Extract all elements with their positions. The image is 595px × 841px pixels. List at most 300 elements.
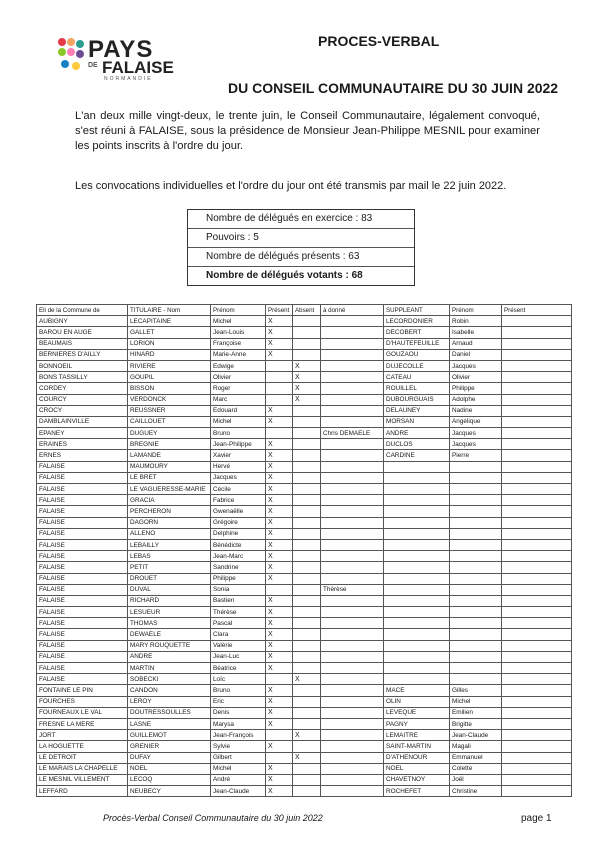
- table-cell: Eric: [211, 696, 266, 707]
- table-cell: OLIN: [384, 696, 450, 707]
- table-cell: Gwenaëlle: [211, 506, 266, 517]
- table-row: [37, 741, 572, 752]
- table-cell: [450, 506, 502, 517]
- table-cell: LEROY: [128, 696, 211, 707]
- table-cell: FALAISE: [37, 562, 128, 573]
- table-row: [37, 506, 572, 517]
- table-cell: Christine: [450, 786, 502, 797]
- table-cell: Jacques: [450, 439, 502, 450]
- logo-dot: [67, 38, 75, 46]
- table-cell: CARDINE: [384, 450, 450, 461]
- table-cell: CORDEY: [37, 383, 128, 394]
- table-cell: ALLENO: [128, 528, 211, 539]
- table-cell: [502, 730, 572, 741]
- logo-dot: [67, 48, 75, 56]
- table-row: [37, 584, 572, 595]
- pays-de-falaise-logo: [58, 36, 178, 82]
- table-cell: ROCHEFET: [384, 786, 450, 797]
- table-cell: [293, 428, 321, 439]
- table-cell: MARTIN: [128, 663, 211, 674]
- table-cell: Hervé: [211, 461, 266, 472]
- table-cell: [266, 752, 293, 763]
- table-cell: [502, 674, 572, 685]
- table-cell: FALAISE: [37, 629, 128, 640]
- table-cell: X: [293, 674, 321, 685]
- table-cell: Jean-Claude: [211, 786, 266, 797]
- table-cell: GOUZAOU: [384, 349, 450, 360]
- table-cell: Françoise: [211, 338, 266, 349]
- table-cell: BREGNIE: [128, 439, 211, 450]
- table-cell: SOBECKI: [128, 674, 211, 685]
- table-cell: [502, 360, 572, 371]
- table-cell: [384, 607, 450, 618]
- table-cell: [384, 674, 450, 685]
- table-cell: [293, 416, 321, 427]
- table-cell: Pierre: [450, 450, 502, 461]
- table-cell: Sylvie: [211, 741, 266, 752]
- table-cell: Michel: [211, 416, 266, 427]
- table-cell: LEMAITRE: [384, 730, 450, 741]
- table-cell: ERAINES: [37, 439, 128, 450]
- table-cell: Edouard: [211, 405, 266, 416]
- table-cell: DUCLOS: [384, 439, 450, 450]
- table-cell: Jean-Louis: [211, 327, 266, 338]
- table-cell: [293, 685, 321, 696]
- table-cell: [502, 394, 572, 405]
- table-cell: [502, 584, 572, 595]
- table-cell: [321, 707, 384, 718]
- table-cell: [266, 360, 293, 371]
- table-cell: [502, 338, 572, 349]
- table-cell: X: [266, 539, 293, 550]
- table-cell: [321, 394, 384, 405]
- table-cell: [502, 595, 572, 606]
- table-cell: [450, 640, 502, 651]
- table-cell: D'ATHENOUR: [384, 752, 450, 763]
- table-cell: LE VAGUERESSE-MARIE: [128, 484, 211, 495]
- table-cell: [321, 539, 384, 550]
- table-cell: Marysa: [211, 718, 266, 729]
- column-header: Présent: [266, 305, 293, 316]
- table-cell: [293, 786, 321, 797]
- logo-dots-icon: [58, 38, 84, 78]
- table-cell: X: [266, 618, 293, 629]
- table-cell: JORT: [37, 730, 128, 741]
- table-cell: X: [266, 629, 293, 640]
- table-cell: [266, 730, 293, 741]
- table-cell: FALAISE: [37, 461, 128, 472]
- document-title: PROCES-VERBAL: [318, 33, 440, 49]
- table-cell: Xavier: [211, 450, 266, 461]
- table-cell: Gilbert: [211, 752, 266, 763]
- table-cell: [321, 450, 384, 461]
- table-cell: BAROU EN AUGE: [37, 327, 128, 338]
- table-cell: Olivier: [211, 372, 266, 383]
- table-row: [37, 663, 572, 674]
- delegates-voting: Nombre de délégués votants : 68: [206, 270, 363, 281]
- table-row: [37, 607, 572, 618]
- column-header: Eli de la Commune de: [37, 305, 128, 316]
- table-cell: DUFAY: [128, 752, 211, 763]
- table-cell: FALAISE: [37, 528, 128, 539]
- table-cell: [450, 629, 502, 640]
- table-cell: FALAISE: [37, 674, 128, 685]
- table-cell: [502, 495, 572, 506]
- table-cell: [502, 528, 572, 539]
- table-cell: X: [266, 685, 293, 696]
- table-cell: LE MARAIS LA CHAPELLE: [37, 763, 128, 774]
- table-cell: [293, 718, 321, 729]
- table-cell: GUILLEMOT: [128, 730, 211, 741]
- table-cell: X: [266, 573, 293, 584]
- table-cell: Béatrice: [211, 663, 266, 674]
- table-cell: [450, 562, 502, 573]
- table-cell: [293, 484, 321, 495]
- table-cell: [321, 484, 384, 495]
- table-cell: X: [293, 360, 321, 371]
- table-cell: FALAISE: [37, 495, 128, 506]
- table-row: [37, 573, 572, 584]
- table-cell: FOURNEAUX LE VAL: [37, 707, 128, 718]
- table-cell: [502, 484, 572, 495]
- table-cell: MORSAN: [384, 416, 450, 427]
- table-cell: FALAISE: [37, 663, 128, 674]
- table-cell: [321, 595, 384, 606]
- table-cell: X: [266, 472, 293, 483]
- table-cell: [266, 584, 293, 595]
- logo-dot: [76, 50, 84, 58]
- table-cell: [450, 674, 502, 685]
- table-cell: [450, 528, 502, 539]
- table-cell: Sonia: [211, 584, 266, 595]
- table-cell: Clara: [211, 629, 266, 640]
- table-cell: [384, 472, 450, 483]
- table-cell: [321, 629, 384, 640]
- table-cell: DUBOURGUAIS: [384, 394, 450, 405]
- logo-dot: [58, 48, 66, 56]
- table-row: [37, 730, 572, 741]
- table-cell: Jean-Philippe: [211, 439, 266, 450]
- table-cell: [321, 696, 384, 707]
- table-row: [37, 428, 572, 439]
- table-cell: X: [266, 439, 293, 450]
- table-cell: X: [266, 551, 293, 562]
- table-cell: X: [266, 651, 293, 662]
- table-cell: Jean-François: [211, 730, 266, 741]
- table-cell: X: [266, 640, 293, 651]
- table-cell: X: [266, 786, 293, 797]
- table-cell: DUVAL: [128, 584, 211, 595]
- table-cell: [502, 640, 572, 651]
- table-cell: [502, 506, 572, 517]
- table-cell: [450, 584, 502, 595]
- table-cell: [321, 472, 384, 483]
- table-cell: LECORDONIER: [384, 316, 450, 327]
- table-cell: [450, 517, 502, 528]
- table-cell: [293, 629, 321, 640]
- table-cell: [384, 517, 450, 528]
- table-row: [37, 528, 572, 539]
- table-row: [37, 752, 572, 763]
- table-cell: [384, 528, 450, 539]
- table-cell: Chris DEMAELE: [321, 428, 384, 439]
- table-cell: X: [266, 517, 293, 528]
- table-cell: [384, 595, 450, 606]
- table-cell: LORION: [128, 338, 211, 349]
- page-footer: Procès-Verbal Conseil Communautaire du 30 juin 2022: [103, 813, 323, 823]
- table-cell: [321, 338, 384, 349]
- table-cell: X: [266, 327, 293, 338]
- table-cell: FALAISE: [37, 472, 128, 483]
- table-cell: X: [266, 741, 293, 752]
- table-cell: Nadine: [450, 405, 502, 416]
- table-cell: X: [293, 730, 321, 741]
- table-cell: Michel: [450, 696, 502, 707]
- table-cell: RICHARD: [128, 595, 211, 606]
- table-cell: Delphine: [211, 528, 266, 539]
- table-row: [37, 618, 572, 629]
- table-cell: FALAISE: [37, 618, 128, 629]
- proxies-count: Pouvoirs : 5: [188, 229, 414, 248]
- table-cell: CHAVETNOY: [384, 774, 450, 785]
- table-cell: Jean-Marc: [211, 551, 266, 562]
- table-row: [37, 718, 572, 729]
- table-cell: [293, 562, 321, 573]
- table-cell: X: [266, 774, 293, 785]
- table-cell: MARY ROUQUETTE: [128, 640, 211, 651]
- table-row: [37, 551, 572, 562]
- table-cell: FRESNE LA MERE: [37, 718, 128, 729]
- table-cell: Jean-Luc: [211, 651, 266, 662]
- table-cell: [293, 774, 321, 785]
- table-cell: Loïc: [211, 674, 266, 685]
- table-cell: André: [211, 774, 266, 785]
- table-cell: X: [293, 372, 321, 383]
- table-cell: [384, 461, 450, 472]
- table-row: [37, 651, 572, 662]
- table-cell: [293, 517, 321, 528]
- table-cell: [293, 573, 321, 584]
- table-cell: DUGUEY: [128, 428, 211, 439]
- table-cell: FALAISE: [37, 506, 128, 517]
- table-cell: [502, 450, 572, 461]
- table-cell: [266, 383, 293, 394]
- table-cell: CAILLOUET: [128, 416, 211, 427]
- table-cell: Marc: [211, 394, 266, 405]
- table-cell: EPANEY: [37, 428, 128, 439]
- table-cell: X: [266, 416, 293, 427]
- table-cell: [321, 528, 384, 539]
- table-cell: LE BRET: [128, 472, 211, 483]
- table-cell: [450, 663, 502, 674]
- logo-word-pays: PAYS: [88, 36, 154, 63]
- table-cell: X: [266, 595, 293, 606]
- table-cell: [502, 383, 572, 394]
- table-cell: [321, 640, 384, 651]
- table-cell: [293, 439, 321, 450]
- table-cell: [321, 741, 384, 752]
- table-cell: MAUMOURY: [128, 461, 211, 472]
- table-cell: [321, 405, 384, 416]
- table-row: [37, 349, 572, 360]
- table-cell: [321, 774, 384, 785]
- table-cell: LEFFARD: [37, 786, 128, 797]
- table-cell: [502, 752, 572, 763]
- page-number: page 1: [521, 813, 552, 824]
- table-cell: [321, 607, 384, 618]
- table-cell: X: [293, 394, 321, 405]
- table-cell: LAMANDE: [128, 450, 211, 461]
- table-cell: X: [266, 461, 293, 472]
- table-cell: [321, 551, 384, 562]
- table-cell: [293, 763, 321, 774]
- table-cell: Marie-Anne: [211, 349, 266, 360]
- table-cell: Bénédicte: [211, 539, 266, 550]
- table-cell: [450, 618, 502, 629]
- table-row: [37, 774, 572, 785]
- convocation-paragraph: Les convocations individuelles et l'ordre du jour ont été transmis par mail le 22 juin 2022.: [75, 180, 507, 192]
- table-cell: Brigitte: [450, 718, 502, 729]
- table-cell: BONS TASSILLY: [37, 372, 128, 383]
- table-cell: [293, 450, 321, 461]
- table-cell: [384, 551, 450, 562]
- table-cell: Angélique: [450, 416, 502, 427]
- table-cell: [321, 618, 384, 629]
- table-row: [37, 707, 572, 718]
- table-cell: [321, 383, 384, 394]
- table-cell: ROUILLEL: [384, 383, 450, 394]
- table-cell: X: [266, 607, 293, 618]
- table-cell: Thérèse: [211, 607, 266, 618]
- table-cell: LASNE: [128, 718, 211, 729]
- table-cell: [321, 651, 384, 662]
- table-row: [37, 394, 572, 405]
- table-cell: [502, 663, 572, 674]
- table-row: [37, 495, 572, 506]
- table-cell: [384, 618, 450, 629]
- table-cell: DEWAELE: [128, 629, 211, 640]
- table-cell: X: [266, 696, 293, 707]
- table-cell: ANDRE: [384, 428, 450, 439]
- table-cell: Thérèse: [321, 584, 384, 595]
- table-cell: [293, 663, 321, 674]
- table-cell: X: [266, 528, 293, 539]
- table-cell: FALAISE: [37, 484, 128, 495]
- table-cell: [293, 405, 321, 416]
- table-row: [37, 372, 572, 383]
- table-cell: FALAISE: [37, 595, 128, 606]
- table-cell: [384, 573, 450, 584]
- table-cell: HINARD: [128, 349, 211, 360]
- table-cell: LA HOGUETTE: [37, 741, 128, 752]
- table-cell: [502, 774, 572, 785]
- table-cell: LEBAILLY: [128, 539, 211, 550]
- table-row: [37, 539, 572, 550]
- table-cell: Colette: [450, 763, 502, 774]
- table-cell: [502, 327, 572, 338]
- table-cell: [293, 506, 321, 517]
- table-cell: [384, 562, 450, 573]
- table-row: [37, 763, 572, 774]
- table-cell: [266, 674, 293, 685]
- table-cell: [293, 338, 321, 349]
- table-cell: [321, 663, 384, 674]
- table-cell: LEBAS: [128, 551, 211, 562]
- table-cell: ANDRE: [128, 651, 211, 662]
- table-cell: GOUPIL: [128, 372, 211, 383]
- table-cell: DAMBLAINVILLE: [37, 416, 128, 427]
- table-row: [37, 360, 572, 371]
- table-cell: [450, 539, 502, 550]
- table-cell: [293, 595, 321, 606]
- table-cell: [293, 584, 321, 595]
- table-cell: [502, 629, 572, 640]
- table-cell: D'HAUTEFEUILLE: [384, 338, 450, 349]
- table-cell: [502, 316, 572, 327]
- column-header: à donné: [321, 305, 384, 316]
- table-cell: Jacques: [211, 472, 266, 483]
- table-cell: [321, 372, 384, 383]
- table-cell: [502, 741, 572, 752]
- logo-word-normandie: NORMANDIE: [104, 76, 153, 82]
- table-row: [37, 517, 572, 528]
- table-cell: [502, 517, 572, 528]
- table-row: [37, 562, 572, 573]
- table-cell: LECOQ: [128, 774, 211, 785]
- table-cell: X: [266, 506, 293, 517]
- table-cell: [502, 685, 572, 696]
- table-cell: LECAPITAINE: [128, 316, 211, 327]
- table-cell: FALAISE: [37, 640, 128, 651]
- table-cell: Arnaud: [450, 338, 502, 349]
- table-cell: [450, 573, 502, 584]
- table-cell: [384, 640, 450, 651]
- table-cell: DOUTRESSOULLES: [128, 707, 211, 718]
- table-cell: Joël: [450, 774, 502, 785]
- table-cell: GRENIER: [128, 741, 211, 752]
- table-cell: [502, 405, 572, 416]
- table-cell: BISSON: [128, 383, 211, 394]
- table-cell: Philippe: [450, 383, 502, 394]
- table-cell: Jacques: [450, 428, 502, 439]
- table-cell: [384, 629, 450, 640]
- table-cell: Adolphe: [450, 394, 502, 405]
- table-cell: [293, 316, 321, 327]
- column-header: TITULAIRE - Nom: [128, 305, 211, 316]
- table-cell: [450, 607, 502, 618]
- table-cell: LEVEQUE: [384, 707, 450, 718]
- intro-paragraph: L'an deux mille vingt-deux, le trente juin, le Conseil Communautaire, légalement convoqué, s'est réuni à FALAISE, sous la présidence de Monsieur Jean-Philippe MESNIL pour examiner les points inscrits à l'ordre du jour.: [75, 110, 540, 152]
- table-cell: CROCY: [37, 405, 128, 416]
- table-cell: Philippe: [211, 573, 266, 584]
- table-cell: [321, 517, 384, 528]
- table-cell: [293, 696, 321, 707]
- table-cell: [266, 394, 293, 405]
- table-cell: FALAISE: [37, 539, 128, 550]
- table-cell: [384, 484, 450, 495]
- table-cell: [293, 551, 321, 562]
- table-cell: [321, 439, 384, 450]
- table-cell: DROUET: [128, 573, 211, 584]
- table-cell: Valérie: [211, 640, 266, 651]
- table-cell: [384, 506, 450, 517]
- logo-word-falaise: FALAISE: [102, 58, 174, 77]
- table-cell: [384, 495, 450, 506]
- table-cell: LE DETROIT: [37, 752, 128, 763]
- table-cell: [321, 461, 384, 472]
- table-cell: X: [266, 450, 293, 461]
- table-row: [37, 674, 572, 685]
